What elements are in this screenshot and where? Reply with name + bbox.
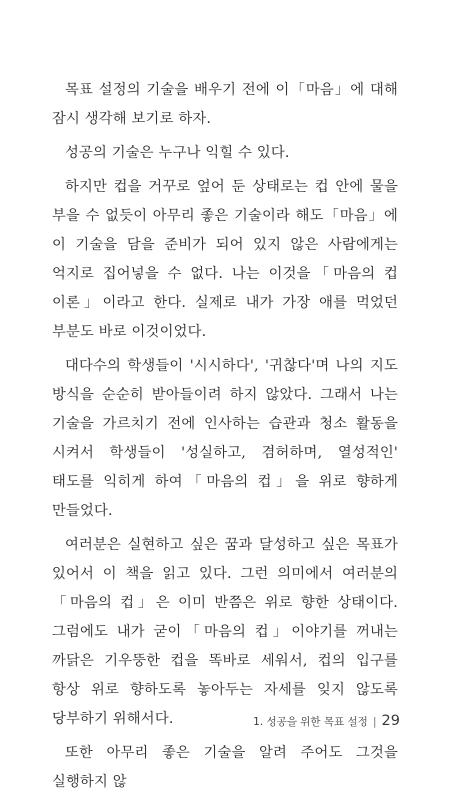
paragraph: 여러분은 실현하고 싶은 꿈과 달성하고 싶은 목표가 있어서 이 책을 읽고 있다. 그런 의미에서 여러분의「마음의 컵」은 이미 반쯤은 위로 향한 상태이다. 그럼에도 내가 굳이「마음의 컵」이야기를 꺼내는 까닭은 기우뚱한 컵을 똑바로 세워서, 컵의 입구를 항상 위로 향하도록 놓아두는 자세를 잊지 않도록 당부하기 위해서다. xyxy=(52,537,398,727)
body-text xyxy=(52,76,398,802)
page-number: 29 xyxy=(381,713,400,729)
paragraph: 대다수의 학생들이 '시시하다', '귀찮다'며 나의 지도 방식을 순순히 받아들이려 하지 않았다. 그래서 나는 기술을 가르치기 전에 인사하는 습관과 청소 활동을 시켜서 학생들이 '성실하고, 겸허하며, 열성적인' 태도를 익히게 하여「마음의 컵」을 위로 향하게 만들었다. xyxy=(52,358,398,519)
paragraph: 하지만 컵을 거꾸로 엎어 둔 상태로는 컵 안에 물을 부을 수 없듯이 아무리 좋은 기술이라 해도「마음」에 이 기술을 담을 준비가 되어 있지 않은 사람에게는 억지로 집어넣을 수 없다. 나는 이것을「마음의 컵 이론」이라고 한다. 실제로 내가 가장 애를 먹었던 부분도 바로 이것이었다. xyxy=(52,179,398,340)
paragraph: 또한 아무리 좋은 기술을 알려 주어도 그것을 실행하지 않 xyxy=(52,745,398,790)
paragraph: 목표 설정의 기술을 배우기 전에 이「마음」에 대해 잠시 생각해 보기로 하자. xyxy=(52,82,398,127)
running-head: 1. 성공을 위한 목표 설정 xyxy=(253,716,368,728)
page-footer xyxy=(253,713,400,729)
paragraph: 성공의 기술은 누구나 익힐 수 있다. xyxy=(65,145,290,161)
footer-separator: | xyxy=(372,715,377,728)
